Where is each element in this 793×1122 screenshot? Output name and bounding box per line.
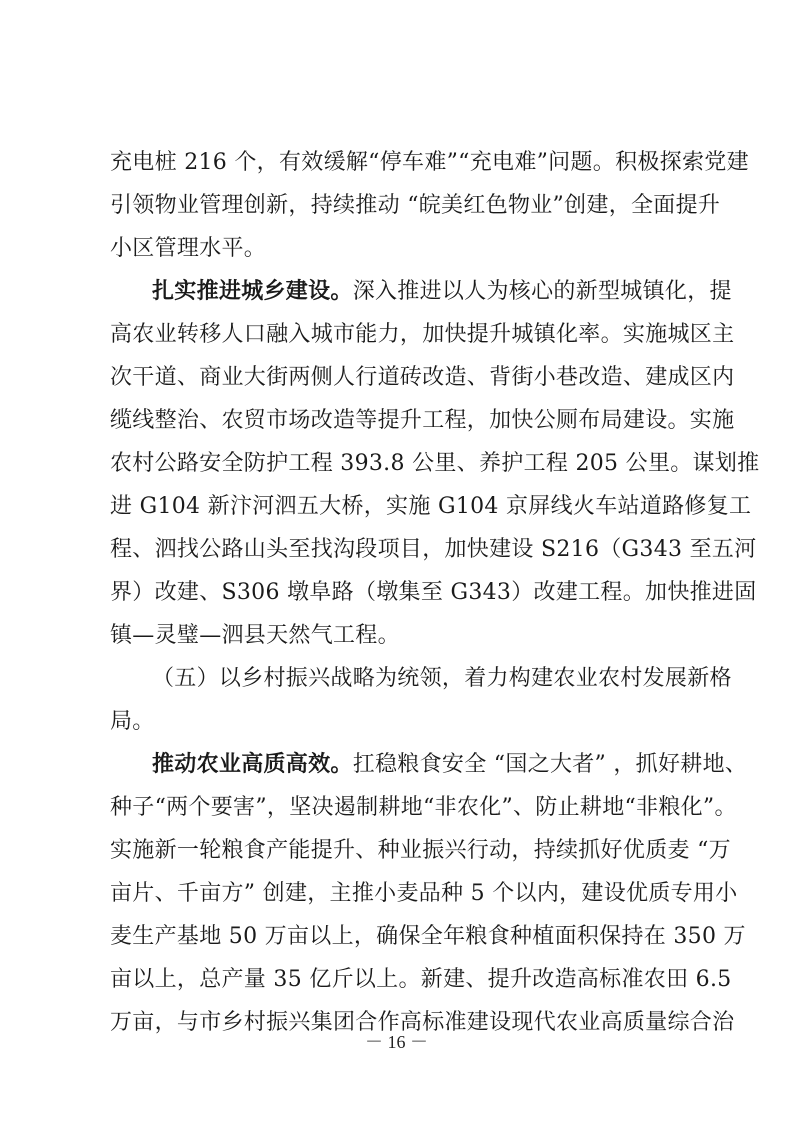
text-line: 程、泗找公路山头至找沟段项目，加快建设 S216（G343 至五河 [110, 537, 757, 562]
text-line: 农村公路安全防护工程 393.8 公里、养护工程 205 公里。谋划推 [110, 451, 760, 476]
text-line: 小区管理水平。 [110, 236, 267, 261]
text-line: 进 G104 新汴河泗五大桥，实施 G104 京屏线火车站道路修复工 [110, 494, 752, 519]
text-line: 镇—灵璧—泗县天然气工程。 [110, 623, 400, 648]
text-line: 界）改建、S306 墩阜路（墩集至 G343）改建工程。加快推进固 [110, 580, 757, 605]
text-line: 亩以上，总产量 35 亿斤以上。新建、提升改造高标准农田 6.5 [110, 967, 732, 992]
page-number: － 16 － [365, 1032, 428, 1052]
section-heading: （五）以乡村振兴战略为统领，着力构建农业农村发展新格 [152, 666, 732, 691]
text-line: 扛稳粮食安全 “国之大者” ，抓好耕地、 [352, 752, 748, 777]
text-line: 万亩，与市乡村振兴集团合作高标准建设现代农业高质量综合治 [110, 1010, 735, 1035]
paragraph-lead: 扎实推进城乡建设。 [152, 278, 353, 304]
text-line: 引领物业管理创新，持续推动 “皖美红色物业”创建，全面提升 [110, 193, 721, 218]
text-line: 实施新一轮粮食产能提升、种业振兴行动，持续抓好优质麦 “万 [110, 838, 731, 863]
text-line: 深入推进以人为核心的新型城镇化，提 [352, 279, 732, 304]
text-line: 麦生产基地 50 万亩以上，确保全年粮食种植面积保持在 350 万 [110, 924, 746, 949]
text-line: 次干道、商业大街两侧人行道砖改造、背街小巷改造、建成区内 [110, 365, 735, 390]
section-heading-cont: 局。 [110, 709, 155, 734]
text-line: 充电桩 216 个，有效缓解“停车难”“充电难”问题。积极探索党建 [110, 150, 749, 175]
text-line: 缆线整治、农贸市场改造等提升工程，加快公厕布局建设。实施 [110, 408, 735, 433]
text-line: 种子“两个要害”，坚决遏制耕地“非农化”、防止耕地“非粮化”。 [110, 795, 737, 820]
paragraph-first-line [152, 746, 748, 783]
text-line: 亩片、千亩方” 创建，主推小麦品种 5 个以内，建设优质专用小 [110, 881, 738, 906]
paragraph-lead: 推动农业高质高效。 [152, 751, 353, 777]
paragraph-first-line [152, 273, 732, 310]
text-line: 高农业转移人口融入城市能力，加快提升城镇化率。实施城区主 [110, 322, 735, 347]
